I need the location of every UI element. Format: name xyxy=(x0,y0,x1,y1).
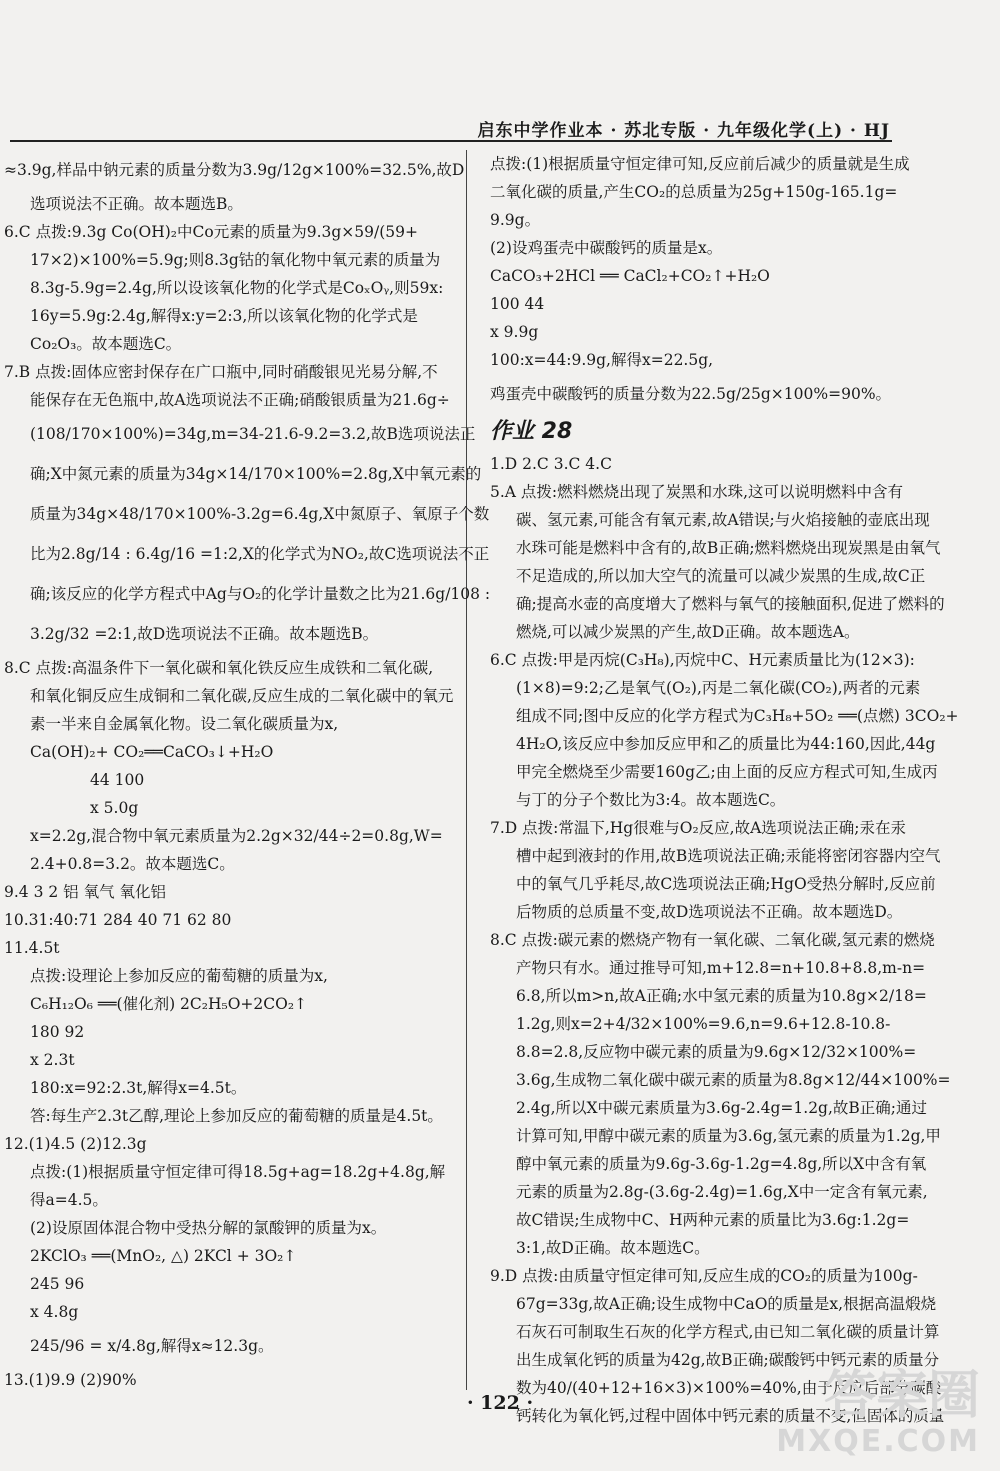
text-line: 数为40/(40+12+16×3)×100%=40%,由于反应后部分碳酸 xyxy=(516,1379,942,1397)
equation-line: CaCO₃+2HCl ══ CaCl₂+CO₂↑+H₂O xyxy=(490,267,770,285)
text-line: 8.C 点拨:碳元素的燃烧产物有一氧化碳、二氧化碳,氢元素的燃烧 xyxy=(490,931,935,949)
text-line: 3.6g,生成物二氧化碳中碳元素的质量为8.8g×12/44×100%= xyxy=(516,1071,951,1089)
text-line: 确;提高水壶的高度增大了燃料与氧气的接触面积,促进了燃料的 xyxy=(516,595,945,613)
text-line: (2)设原固体混合物中受热分解的氯酸钾的质量为x。 xyxy=(30,1219,387,1237)
text-line: 元素的质量为2.8g-(3.6g-2.4g)=1.6g,X中一定含有氧元素, xyxy=(516,1183,928,1201)
text-line: ≈3.9g,样品中钠元素的质量分数为3.9g/12g×100%=32.5%,故D xyxy=(4,161,465,179)
text-line: 5.A 点拨:燃料燃烧出现了炭黑和水珠,这可以说明燃料中含有 xyxy=(490,483,904,501)
text-line: 1.2g,则x=2+4/32×100%=9.6,n=9.6+12.8-10.8- xyxy=(516,1015,891,1033)
text-line: 碳、氢元素,可能含有氧元素,故A错误;与火焰接触的壶底出现 xyxy=(516,511,930,529)
text-line: 1.D 2.C 3.C 4.C xyxy=(490,455,612,473)
text-line: 产物只有水。通过推导可知,m+12.8=n+10.8+8.8,m-n= xyxy=(516,959,926,977)
text-line: 3.2g/32 =2:1,故D选项说法不正确。故本题选B。 xyxy=(30,625,379,643)
text-line: 能保存在无色瓶中,故A选项说法不正确;硝酸银质量为21.6g÷ xyxy=(30,391,450,409)
text-line: 中的氧气几乎耗尽,故C选项说法正确;HgO受热分解时,反应前 xyxy=(516,875,936,893)
text-line: 醇中氧元素的质量为9.6g-3.6g-1.2g=4.8g,所以X中含有氧 xyxy=(516,1155,927,1173)
text-line: 燃烧,可以减少炭黑的产生,故D正确。故本题选A。 xyxy=(516,623,860,641)
text-line: 7.B 点拨:固体应密封保存在广口瓶中,同时硝酸银见光易分解,不 xyxy=(4,363,438,381)
equation-line: x 5.0g xyxy=(90,799,139,817)
text-line: 组成不同;图中反应的化学方程式为C₃H₈+5O₂ ══(点燃) 3CO₂+ xyxy=(516,707,959,725)
text-line: 8.3g-5.9g=2.4g,所以设该氧化物的化学式是CoₓOᵧ,则59x: xyxy=(30,279,444,297)
equation-line: x 9.9g xyxy=(490,323,539,341)
equation-line: 180 92 xyxy=(30,1023,85,1041)
text-line: 质量为34g×48/170×100%-3.2g=6.4g,X中氮原子、氧原子个数 xyxy=(30,505,490,523)
page-header xyxy=(0,110,1000,144)
column-divider xyxy=(466,150,467,1390)
text-line: 钙转化为氧化钙,过程中固体中钙元素的质量不变,但固体的质量 xyxy=(516,1407,945,1425)
text-line: 得a=4.5。 xyxy=(30,1191,108,1209)
equation-line: x 2.3t xyxy=(30,1051,75,1069)
text-line: 8.8=2.8,反应物中碳元素的质量为9.6g×12/32×100%= xyxy=(516,1043,917,1061)
text-line: 6.C 点拨:9.3g Co(OH)₂中Co元素的质量为9.3g×59/(59+ xyxy=(4,223,418,241)
text-line: 17×2)×100%=5.9g;则8.3g钴的氧化物中氧元素的质量为 xyxy=(30,251,441,269)
text-line: 二氧化碳的质量,产生CO₂的总质量为25g+150g-165.1g= xyxy=(490,183,898,201)
section-heading: 作业 28 xyxy=(490,419,573,444)
text-line: 比为2.8g/14 : 6.4g/16 =1:2,X的化学式为NO₂,故C选项说法不正 xyxy=(30,545,490,563)
page-number: · 122 · xyxy=(466,1392,534,1414)
text-line: 点拨:(1)根据质量守恒定律可得18.5g+ag=18.2g+4.8g,解 xyxy=(30,1163,446,1181)
text-line: 6.8,所以m>n,故A正确;水中氢元素的质量为10.8g×2/18= xyxy=(516,987,927,1005)
text-line: 甲完全燃烧至少需要160g乙;由上面的反应方程式可知,生成丙 xyxy=(516,763,938,781)
text-line: 9.9g。 xyxy=(490,211,541,229)
text-line: 180:x=92:2.3t,解得x=4.5t。 xyxy=(30,1079,247,1097)
watermark xyxy=(776,1368,980,1459)
header-rule xyxy=(10,140,892,142)
text-line: Co₂O₃。故本题选C。 xyxy=(30,335,182,353)
text-line: 6.C 点拨:甲是丙烷(C₃H₈),丙烷中C、H元素质量比为(12×3): xyxy=(490,651,915,669)
text-line: 11.4.5t xyxy=(4,939,60,957)
equation-line: 44 100 xyxy=(90,771,145,789)
text-line: 12.(1)4.5 (2)12.3g xyxy=(4,1135,147,1153)
equation-line: Ca(OH)₂+ CO₂══CaCO₃↓+H₂O xyxy=(30,743,274,761)
text-line: 3:1,故D正确。故本题选C。 xyxy=(516,1239,710,1257)
text-line: 石灰石可制取生石灰的化学方程式,由已知二氧化碳的质量计算 xyxy=(516,1323,940,1341)
text-line: 槽中起到液封的作用,故B选项说法正确;汞能将密闭容器内空气 xyxy=(516,847,941,865)
text-line: 9.4 3 2 铝 氧气 氧化铝 xyxy=(4,883,167,901)
text-line: 计算可知,甲醇中碳元素的质量为3.6g,氢元素的质量为1.2g,甲 xyxy=(516,1127,941,1145)
text-line: (1×8)=9:2;乙是氧气(O₂),丙是二氧化碳(CO₂),两者的元素 xyxy=(516,679,921,697)
text-line: (2)设鸡蛋壳中碳酸钙的质量是x。 xyxy=(490,239,723,257)
text-line: 67g=33g,故A正确;设生成物中CaO的质量是x,根据高温煅烧 xyxy=(516,1295,937,1313)
watermark-logo: 答案圈 xyxy=(823,1366,980,1426)
text-line: 7.D 点拨:常温下,Hg很难与O₂反应,故A选项说法正确;汞在汞 xyxy=(490,819,906,837)
equation-line: 100 44 xyxy=(490,295,545,313)
text-line: 4H₂O,该反应中参加反应甲和乙的质量比为44:160,因此,44g xyxy=(516,735,936,753)
text-line: 水珠可能是燃料中含有的,故B正确;燃料燃烧出现炭黑是由氧气 xyxy=(516,539,941,557)
text-line: 出生成氧化钙的质量为42g,故B正确;碳酸钙中钙元素的质量分 xyxy=(516,1351,940,1369)
text-line: 鸡蛋壳中碳酸钙的质量分数为22.5g/25g×100%=90%。 xyxy=(490,385,892,403)
text-line: 13.(1)9.9 (2)90% xyxy=(4,1371,137,1389)
text-line: 与丁的分子个数比为3:4。故本题选C。 xyxy=(516,791,786,809)
text-line: 答:每生产2.3t乙醇,理论上参加反应的葡萄糖的质量是4.5t。 xyxy=(30,1107,443,1125)
watermark-url: MXQE.COM xyxy=(776,1424,980,1459)
text-line: 点拨:设理论上参加反应的葡萄糖的质量为x, xyxy=(30,967,328,985)
text-line: 和氧化铜反应生成铜和二氧化碳,反应生成的二氧化碳中的氧元 xyxy=(30,687,454,705)
text-line: 2.4+0.8=3.2。故本题选C。 xyxy=(30,855,235,873)
text-line: 选项说法不正确。故本题选B。 xyxy=(30,195,243,213)
text-line: 点拨:(1)根据质量守恒定律可知,反应前后减少的质量就是生成 xyxy=(490,155,910,173)
equation-line: 245 96 xyxy=(30,1275,85,1293)
text-line: x=2.2g,混合物中氧元素质量为2.2g×32/44÷2=0.8g,W= xyxy=(30,827,443,845)
text-line: (108/170×100%)=34g,m=34-21.6-9.2=3.2,故B选项说法正 xyxy=(30,425,476,443)
equation-line: 2KClO₃ ══(MnO₂, △) 2KCl + 3O₂↑ xyxy=(30,1247,297,1265)
book-title: 启东中学作业本 · 苏北专版 · 九年级化学(上) · HJ xyxy=(477,121,890,141)
text-line: 后物质的总质量不变,故D选项说法不正确。故本题选D。 xyxy=(516,903,903,921)
left-column xyxy=(4,150,491,1394)
text-line: 16y=5.9g:2.4g,解得x:y=2:3,所以该氧化物的化学式是 xyxy=(30,307,418,325)
equation-line: x 4.8g xyxy=(30,1303,79,1321)
text-line: 故C错误;生成物中C、H两种元素的质量比为3.6g:1.2g= xyxy=(516,1211,910,1229)
text-line: 9.D 点拨:由质量守恒定律可知,反应生成的CO₂的质量为100g- xyxy=(490,1267,918,1285)
equation-line: C₆H₁₂O₆ ══(催化剂) 2C₂H₅O+2CO₂↑ xyxy=(30,995,308,1013)
text-line: 10.31:40:71 284 40 71 62 80 xyxy=(4,911,232,929)
text-line: 8.C 点拨:高温条件下一氧化碳和氧化铁反应生成铁和二氧化碳, xyxy=(4,659,434,677)
text-line: 不足造成的,所以加大空气的流量可以减少炭黑的生成,故C正 xyxy=(516,567,926,585)
text-line: 素一半来自金属氧化物。设二氧化碳质量为x, xyxy=(30,715,339,733)
text-line: 确;X中氮元素的质量为34g×14/170×100%=2.8g,X中氧元素的 xyxy=(30,465,482,483)
text-line: 确;该反应的化学方程式中Ag与O₂的化学计量数之比为21.6g/108 : xyxy=(30,585,491,603)
text-line: 2.4g,所以X中碳元素质量为3.6g-2.4g=1.2g,故B正确;通过 xyxy=(516,1099,928,1117)
text-line: 245/96 = x/4.8g,解得x≈12.3g。 xyxy=(30,1337,274,1355)
text-line: 100:x=44:9.9g,解得x=22.5g, xyxy=(490,351,714,369)
